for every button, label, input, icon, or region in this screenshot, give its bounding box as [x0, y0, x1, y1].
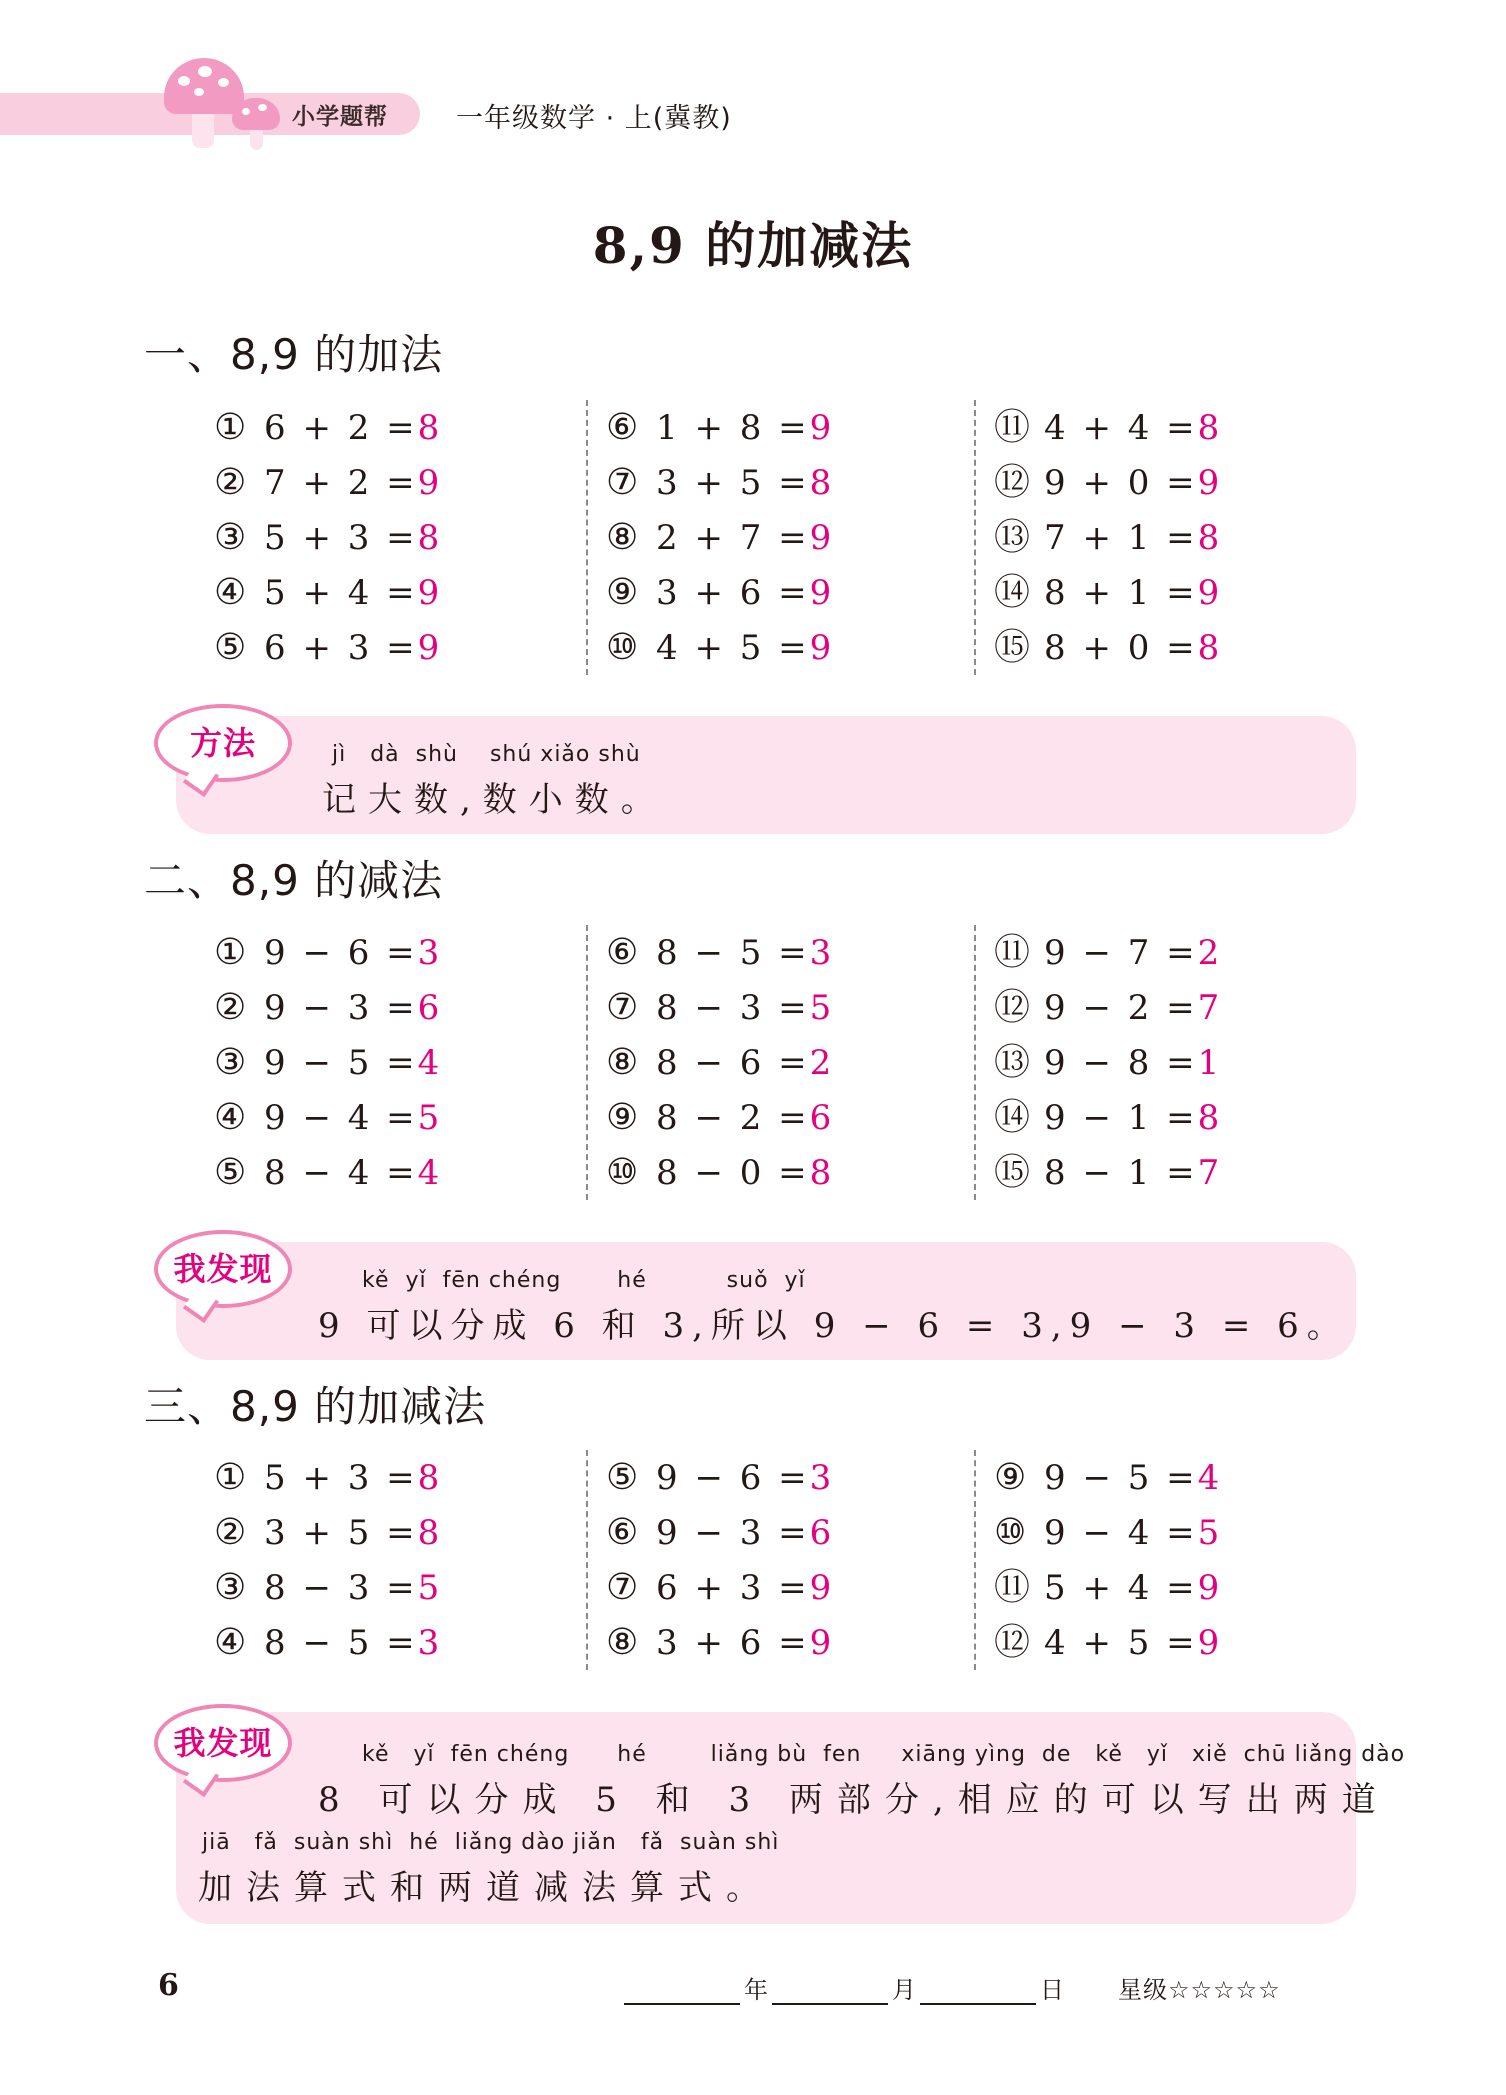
- problem-number: ①: [214, 1457, 247, 1498]
- problem-number: ⑬: [994, 1042, 1031, 1083]
- problem-expression: 8 + 1 =: [1044, 573, 1198, 613]
- discover-1-text: 9 可以分成 6 和 3,所以 9 − 6 = 3,9 − 3 = 6。: [318, 1306, 1349, 1346]
- problem-item: [994, 565, 1354, 620]
- problem-item: [214, 925, 594, 980]
- problem-answer: 5: [417, 1568, 440, 1608]
- problem-item: [214, 400, 594, 455]
- problem-answer: 6: [417, 988, 440, 1028]
- subtraction-grid: [214, 925, 1220, 1200]
- problem-column: [586, 925, 966, 1200]
- problem-answer: 9: [809, 1623, 832, 1663]
- problem-expression: 4 + 5 =: [656, 628, 810, 668]
- addition-grid: [214, 400, 1220, 675]
- problem-answer: 8: [809, 1153, 832, 1193]
- problem-answer: 9: [417, 573, 440, 613]
- problem-expression: 1 + 8 =: [656, 408, 810, 448]
- discover-tag-1: [154, 1230, 292, 1308]
- problem-number: ③: [214, 517, 247, 558]
- problem-expression: 7 + 2 =: [264, 463, 418, 503]
- problem-number: ⑨: [606, 572, 639, 613]
- discover-2-text-2: 加法算式和两道减法算式。: [198, 1868, 774, 1908]
- method-tag: [154, 704, 292, 782]
- problem-answer: 8: [1197, 628, 1220, 668]
- discover-bubble-1: [176, 1242, 1356, 1360]
- problem-expression: 9 − 8 =: [1044, 1043, 1198, 1083]
- problem-answer: 4: [417, 1153, 440, 1193]
- problem-answer: 6: [809, 1098, 832, 1138]
- month-blank[interactable]: [772, 1977, 888, 2005]
- problem-answer: 5: [417, 1098, 440, 1138]
- problem-answer: 8: [417, 408, 440, 448]
- problem-expression: 4 + 4 =: [1044, 408, 1198, 448]
- problem-number: ⑩: [994, 1512, 1027, 1553]
- problem-column: [214, 925, 594, 1200]
- problem-item: [606, 620, 966, 675]
- problem-answer: 4: [1197, 1458, 1220, 1498]
- problem-column: [586, 400, 966, 675]
- year-blank[interactable]: [624, 1977, 740, 2005]
- problem-item: [994, 1615, 1354, 1670]
- problem-item: [606, 565, 966, 620]
- problem-answer: 8: [1197, 518, 1220, 558]
- brand-name: 小学题帮: [292, 104, 388, 130]
- problem-answer: 8: [1197, 408, 1220, 448]
- page-number: 6: [158, 1968, 179, 2003]
- problem-expression: 9 − 6 =: [656, 1458, 810, 1498]
- problem-number: ⑦: [606, 462, 639, 503]
- day-blank[interactable]: [920, 1977, 1036, 2005]
- problem-number: ⑪: [994, 407, 1031, 448]
- problem-number: ⑫: [994, 462, 1031, 503]
- problem-item: [994, 1035, 1354, 1090]
- page-title: 8,9 的加减法: [592, 216, 914, 275]
- rating-stars-icon[interactable]: ☆☆☆☆☆: [1168, 1976, 1281, 2004]
- problem-number: ⑤: [214, 627, 247, 668]
- problem-number: ⑩: [606, 1152, 639, 1193]
- problem-number: ②: [214, 462, 247, 503]
- problem-answer: 3: [417, 933, 440, 973]
- problem-answer: 8: [809, 463, 832, 503]
- problem-item: [994, 510, 1354, 565]
- problem-answer: 9: [809, 628, 832, 668]
- problem-expression: 9 − 6 =: [264, 933, 418, 973]
- section-title-addition: 一、8,9 的加法: [144, 330, 444, 379]
- problem-answer: 9: [1197, 1568, 1220, 1608]
- problem-number: ⑧: [606, 1042, 639, 1083]
- problem-answer: 8: [417, 518, 440, 558]
- problem-expression: 9 − 5 =: [264, 1043, 418, 1083]
- problem-item: [994, 455, 1354, 510]
- mixed-grid: [214, 1450, 1220, 1670]
- problem-answer: 6: [809, 1513, 832, 1553]
- problem-item: [994, 980, 1354, 1035]
- problem-item: [214, 1090, 594, 1145]
- problem-item: [606, 1035, 966, 1090]
- problem-expression: 3 + 6 =: [656, 1623, 810, 1663]
- problem-item: [606, 1450, 966, 1505]
- month-label: 月: [892, 1976, 916, 2004]
- method-pinyin: jì dà shù shú xiǎo shù: [332, 742, 641, 767]
- problem-number: ⑪: [994, 932, 1031, 973]
- problem-number: ⑩: [606, 627, 639, 668]
- problem-answer: 8: [417, 1513, 440, 1553]
- problem-number: ⑨: [606, 1097, 639, 1138]
- problem-number: ⑥: [606, 407, 639, 448]
- problem-number: ⑧: [606, 1622, 639, 1663]
- problem-expression: 8 − 5 =: [264, 1623, 418, 1663]
- problem-number: ⑥: [606, 1512, 639, 1553]
- problem-expression: 5 + 4 =: [264, 573, 418, 613]
- problem-item: [994, 1505, 1354, 1560]
- discover-tag-2-label: 我发现: [173, 1724, 273, 1762]
- discover-2-text-1: 8 可以分成 5 和 3 两部分,相应的可以写出两道: [318, 1780, 1390, 1820]
- method-tag-label: 方法: [189, 724, 256, 762]
- problem-number: ⑫: [994, 1622, 1031, 1663]
- problem-item: [606, 1145, 966, 1200]
- problem-expression: 8 − 1 =: [1044, 1153, 1198, 1193]
- problem-expression: 9 − 2 =: [1044, 988, 1198, 1028]
- problem-column: [974, 400, 1354, 675]
- problem-number: ⑨: [994, 1457, 1027, 1498]
- problem-answer: 3: [809, 933, 832, 973]
- problem-expression: 9 − 3 =: [656, 1513, 810, 1553]
- problem-number: ⑤: [606, 1457, 639, 1498]
- problem-expression: 8 − 6 =: [656, 1043, 810, 1083]
- method-bubble: [176, 716, 1356, 834]
- problem-expression: 5 + 3 =: [264, 1458, 418, 1498]
- problem-expression: 3 + 5 =: [264, 1513, 418, 1553]
- problem-expression: 6 + 2 =: [264, 408, 418, 448]
- day-label: 日: [1040, 1976, 1064, 2004]
- problem-item: [606, 1560, 966, 1615]
- problem-number: ⑫: [994, 987, 1031, 1028]
- problem-item: [994, 1560, 1354, 1615]
- problem-item: [214, 455, 594, 510]
- problem-item: [214, 1145, 594, 1200]
- problem-item: [214, 980, 594, 1035]
- problem-answer: 1: [1197, 1043, 1220, 1083]
- problem-answer: 9: [809, 1568, 832, 1608]
- problem-item: [606, 510, 966, 565]
- problem-answer: 9: [417, 628, 440, 668]
- problem-expression: 8 − 3 =: [656, 988, 810, 1028]
- discover-2-pinyin-2: jiā fǎ suàn shì hé liǎng dào jiǎn fǎ suàn shì: [202, 1830, 780, 1855]
- problem-number: ④: [214, 1097, 247, 1138]
- problem-column: [214, 1450, 594, 1670]
- problem-item: [606, 1505, 966, 1560]
- section-title-mixed: 三、8,9 的加减法: [144, 1382, 487, 1431]
- problem-answer: 9: [417, 463, 440, 503]
- problem-answer: 9: [809, 408, 832, 448]
- problem-number: ③: [214, 1042, 247, 1083]
- problem-expression: 8 − 3 =: [264, 1568, 418, 1608]
- discover-tag-1-label: 我发现: [173, 1250, 273, 1288]
- discover-1-pinyin: kě yǐ fēn chéng hé suǒ yǐ: [362, 1268, 806, 1293]
- section-title-subtraction: 二、8,9 的减法: [144, 856, 444, 905]
- problem-expression: 9 − 1 =: [1044, 1098, 1198, 1138]
- problem-answer: 7: [1197, 1153, 1220, 1193]
- problem-answer: 9: [1197, 573, 1220, 613]
- problem-number: ②: [214, 1512, 247, 1553]
- problem-expression: 9 − 7 =: [1044, 933, 1198, 973]
- problem-expression: 5 + 3 =: [264, 518, 418, 558]
- star-rating: [1118, 1970, 1281, 2005]
- problem-expression: 7 + 1 =: [1044, 518, 1198, 558]
- problem-answer: 9: [809, 573, 832, 613]
- problem-item: [994, 620, 1354, 675]
- problem-number: ⑤: [214, 1152, 247, 1193]
- problem-expression: 6 + 3 =: [656, 1568, 810, 1608]
- problem-item: [214, 1035, 594, 1090]
- problem-number: ⑥: [606, 932, 639, 973]
- problem-expression: 8 − 4 =: [264, 1153, 418, 1193]
- problem-expression: 3 + 6 =: [656, 573, 810, 613]
- problem-answer: 2: [1197, 933, 1220, 973]
- discover-bubble-2: [176, 1712, 1406, 1924]
- problem-item: [214, 1615, 594, 1670]
- problem-number: ⑬: [994, 517, 1031, 558]
- problem-item: [606, 925, 966, 980]
- problem-item: [994, 400, 1354, 455]
- problem-expression: 2 + 7 =: [656, 518, 810, 558]
- problem-item: [994, 1145, 1354, 1200]
- problem-answer: 7: [1197, 988, 1220, 1028]
- problem-item: [606, 455, 966, 510]
- problem-column: [974, 1450, 1354, 1670]
- problem-expression: 9 − 3 =: [264, 988, 418, 1028]
- problem-number: ⑦: [606, 987, 639, 1028]
- problem-column: [974, 925, 1354, 1200]
- problem-answer: 9: [1197, 463, 1220, 503]
- problem-answer: 5: [809, 988, 832, 1028]
- small-mushroom-icon: [232, 98, 280, 150]
- problem-number: ②: [214, 987, 247, 1028]
- problem-answer: 3: [809, 1458, 832, 1498]
- problem-number: ⑦: [606, 1567, 639, 1608]
- problem-number: ⑭: [994, 572, 1031, 613]
- problem-answer: 4: [417, 1043, 440, 1083]
- rating-label: 星级: [1118, 1976, 1168, 2004]
- method-text: 记大数,数小数。: [322, 780, 667, 820]
- discover-tag-2: [154, 1704, 292, 1782]
- discover-2-pinyin-1: kě yǐ fēn chéng hé liǎng bù fen xiāng yìng de kě yǐ xiě chū liǎng dào: [362, 1742, 1406, 1767]
- problem-expression: 6 + 3 =: [264, 628, 418, 668]
- problem-item: [606, 400, 966, 455]
- problem-number: ⑮: [994, 1152, 1031, 1193]
- problem-column: [214, 400, 594, 675]
- problem-answer: 9: [1197, 1623, 1220, 1663]
- problem-expression: 9 + 0 =: [1044, 463, 1198, 503]
- problem-expression: 8 + 0 =: [1044, 628, 1198, 668]
- problem-item: [606, 1090, 966, 1145]
- problem-column: [586, 1450, 966, 1670]
- problem-number: ⑭: [994, 1097, 1031, 1138]
- problem-number: ③: [214, 1567, 247, 1608]
- problem-expression: 3 + 5 =: [656, 463, 810, 503]
- problem-item: [214, 620, 594, 675]
- problem-item: [214, 565, 594, 620]
- date-fill: [624, 1970, 1064, 2005]
- problem-answer: 9: [809, 518, 832, 558]
- problem-answer: 2: [809, 1043, 832, 1083]
- problem-item: [214, 1505, 594, 1560]
- problem-number: ⑧: [606, 517, 639, 558]
- problem-item: [994, 925, 1354, 980]
- problem-number: ①: [214, 407, 247, 448]
- problem-number: ⑮: [994, 627, 1031, 668]
- problem-item: [994, 1090, 1354, 1145]
- problem-expression: 4 + 5 =: [1044, 1623, 1198, 1663]
- problem-item: [214, 1450, 594, 1505]
- problem-item: [214, 510, 594, 565]
- problem-number: ④: [214, 1622, 247, 1663]
- problem-expression: 9 − 5 =: [1044, 1458, 1198, 1498]
- problem-item: [994, 1450, 1354, 1505]
- problem-item: [606, 980, 966, 1035]
- problem-answer: 3: [417, 1623, 440, 1663]
- problem-expression: 8 − 0 =: [656, 1153, 810, 1193]
- year-label: 年: [744, 1976, 768, 2004]
- problem-expression: 5 + 4 =: [1044, 1568, 1198, 1608]
- problem-number: ①: [214, 932, 247, 973]
- problem-expression: 8 − 5 =: [656, 933, 810, 973]
- problem-expression: 9 − 4 =: [264, 1098, 418, 1138]
- problem-answer: 5: [1197, 1513, 1220, 1553]
- problem-answer: 8: [417, 1458, 440, 1498]
- problem-expression: 9 − 4 =: [1044, 1513, 1198, 1553]
- problem-item: [214, 1560, 594, 1615]
- problem-number: ⑪: [994, 1567, 1031, 1608]
- problem-number: ④: [214, 572, 247, 613]
- problem-item: [606, 1615, 966, 1670]
- subject-label: 一年级数学 · 上(冀教): [456, 103, 732, 134]
- problem-answer: 8: [1197, 1098, 1220, 1138]
- problem-expression: 8 − 2 =: [656, 1098, 810, 1138]
